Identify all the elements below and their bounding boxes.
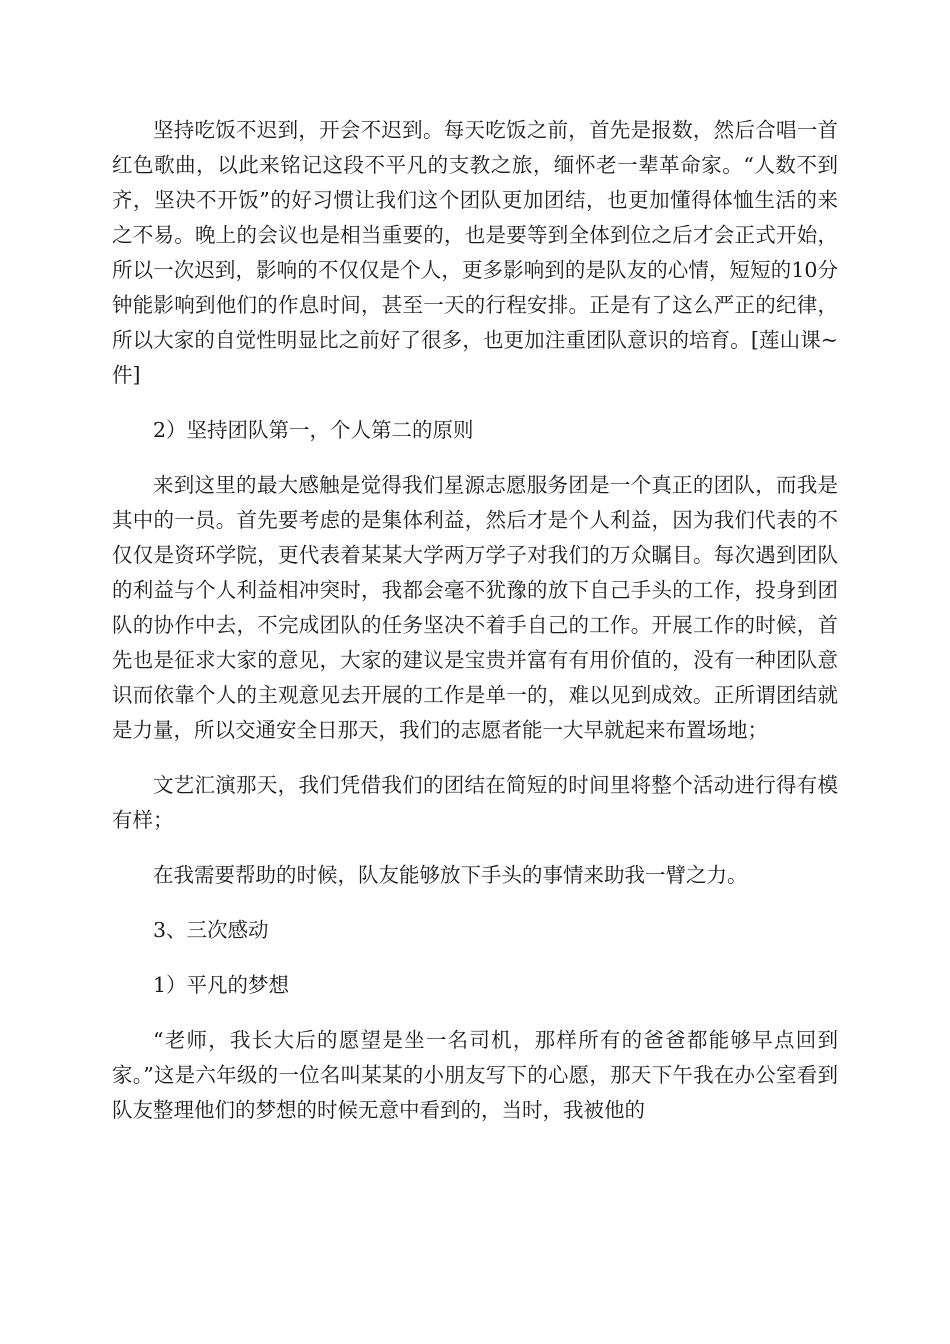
heading-team-first-principle: 2）坚持团队第一，个人第二的原则	[153, 418, 474, 442]
paragraph-team-spirit: 来到这里的最大感触是觉得我们星源志愿服务团是一个真正的团队，而我是其中的一员。首先要考虑的是集体利益，然后才是个人利益，因为我们代表的不仅仅是资环学院，更代表着某某大学两万学子对我们的万众瞩目。每次遇到团队的利益与个人利益相冲突时，我都会毫不犹豫的放下自己手头的工作，投身到团队的协作中去，不完成团队的任务坚决不着手自己的工作。开展工作的时候，首先也是征求大家的意见，大家的建议是宝贵并富有有用价值的，没有一种团队意识而依靠个人的主观意见去开展的工作是单一的，难以见到成效。正所谓团结就是力量，所以交通安全日那天，我们的志愿者能一大早就起来布置场地；	[112, 473, 838, 742]
paragraph-teammate-help: 在我需要帮助的时候，队友能够放下手头的事情来助我一臂之力。	[153, 863, 748, 887]
paragraph-dream-story: “老师，我长大后的愿望是坐一名司机，那样所有的爸爸都能够早点回到家。”这是六年级的一位名叫某某的小朋友写下的心愿，那天下午我在办公室看到队友整理他们的梦想的时候无意中看到的，当时，我被他的	[112, 1028, 838, 1122]
document-body	[112, 113, 838, 1128]
paragraph-performance-day: 文艺汇演那天，我们凭借我们的团结在简短的时间里将整个活动进行得有模有样；	[112, 773, 838, 832]
heading-three-moments: 3、三次感动	[153, 918, 269, 942]
heading-ordinary-dream: 1）平凡的梦想	[153, 973, 290, 997]
paragraph-punctuality: 坚持吃饭不迟到，开会不迟到。每天吃饭之前，首先是报数，然后合唱一首红色歌曲，以此来铭记这段不平凡的支教之旅，缅怀老一辈革命家。“人数不到齐，坚决不开饭”的好习惯让我们这个团队更加团结，也更加懂得体恤生活的来之不易。晚上的会议也是相当重要的，也是要等到全体到位之后才会正式开始，所以一次迟到，影响的不仅仅是个人，更多影响到的是队友的心情，短短的10分钟能影响到他们的作息时间，甚至一天的行程安排。正是有了这么严正的纪律，所以大家的自觉性明显比之前好了很多，也更加注重团队意识的培育。[莲山课~件]	[112, 118, 838, 387]
